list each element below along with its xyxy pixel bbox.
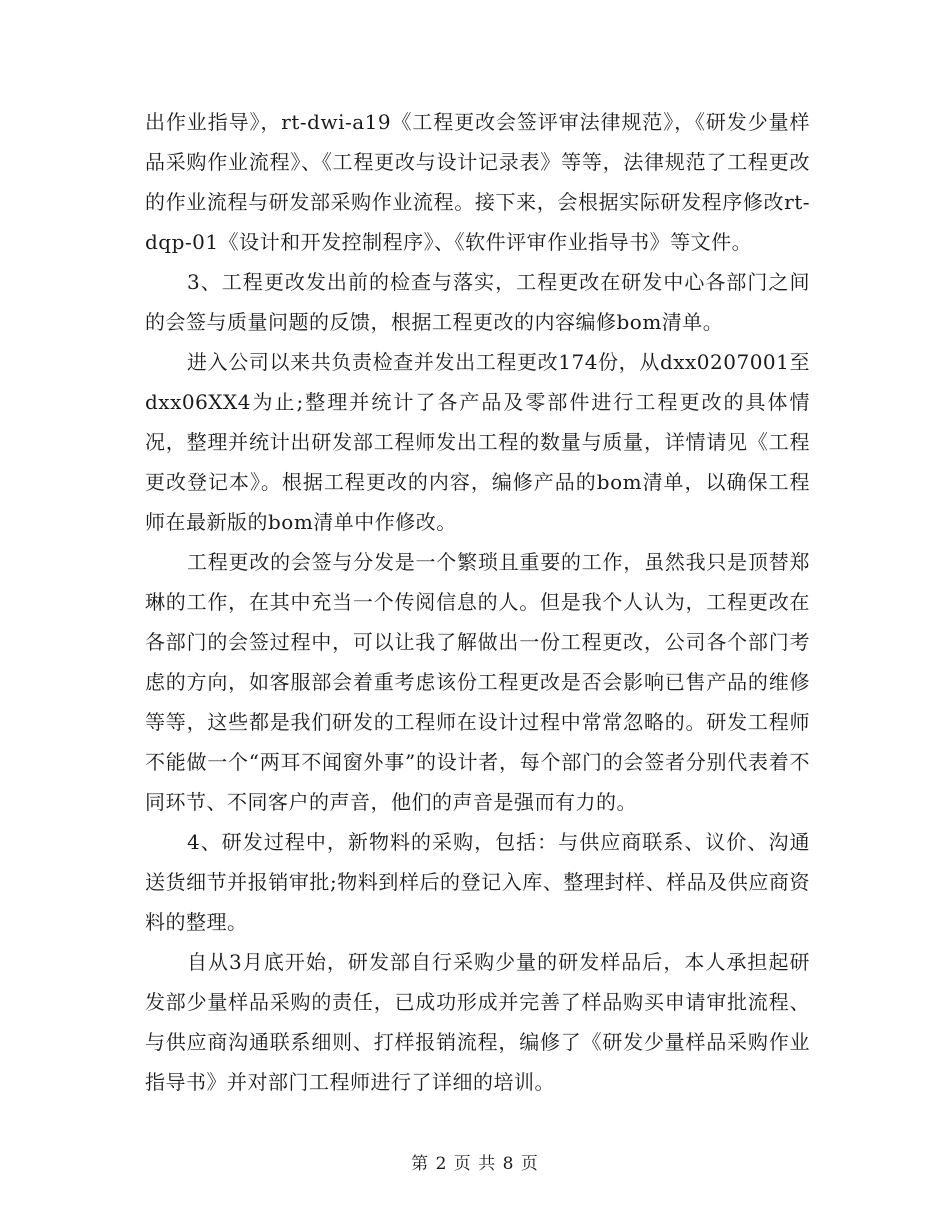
paragraph-4: 工程更改的会签与分发是一个繁琐且重要的工作，虽然我只是顶替郑琳的工作，在其中充当一个传阅信息的人。但是我个人认为，工程更改在各部门的会签过程中，可以让我了解做出一份工程更改，公司各个部门考虑的方向，如客服部会着重考虑该份工程更改是否会影响已售产品的维修等等，这些都是我们研发的工程师在设计过程中常常忽略的。研发工程师不能做一个“两耳不闻窗外事”的设计者，每个部门的会签者分别代表着不同环节、不同客户的声音，他们的声音是强而有力的。 bbox=[145, 550, 810, 814]
page-number-label: 第 2 页 共 8 页 bbox=[411, 1154, 539, 1174]
document-body bbox=[145, 102, 810, 1102]
paragraph-3: 进入公司以来共负责检查并发出工程更改174份，从dxx0207001至dxx06XX4为止;整理并统计了各产品及零部件进行工程更改的具体情况，整理并统计出研发部工程师发出工程的数量与质量，详情请见《工程更改登记本》。根据工程更改的内容，编修产品的bom清单，以确保工程师在最新版的bom清单中作修改。 bbox=[145, 350, 810, 534]
page-footer bbox=[0, 1149, 950, 1174]
paragraph-1: 出作业指导》，rt-dwi-a19《工程更改会签评审法律规范》，《研发少量样品采购作业流程》、《工程更改与设计记录表》等等，法律规范了工程更改的作业流程与研发部采购作业流程。接下来，会根据实际研发程序修改rt-dqp-01《设计和开发控制程序》、《软件评审作业指导书》等文件。 bbox=[145, 110, 810, 254]
paragraph-2: 3、工程更改发出前的检查与落实，工程更改在研发中心各部门之间的会签与质量问题的反馈，根据工程更改的内容编修bom清单。 bbox=[145, 270, 810, 334]
paragraph-5: 4、研发过程中，新物料的采购，包括：与供应商联系、议价、沟通送货细节并报销审批;物料到样后的登记入库、整理封样、样品及供应商资料的整理。 bbox=[145, 830, 810, 934]
paragraph-6: 自从3月底开始，研发部自行采购少量的研发样品后，本人承担起研发部少量样品采购的责任，已成功形成并完善了样品购买申请审批流程、与供应商沟通联系细则、打样报销流程，编修了《研发少量样品采购作业指导书》并对部门工程师进行了详细的培训。 bbox=[145, 950, 810, 1094]
